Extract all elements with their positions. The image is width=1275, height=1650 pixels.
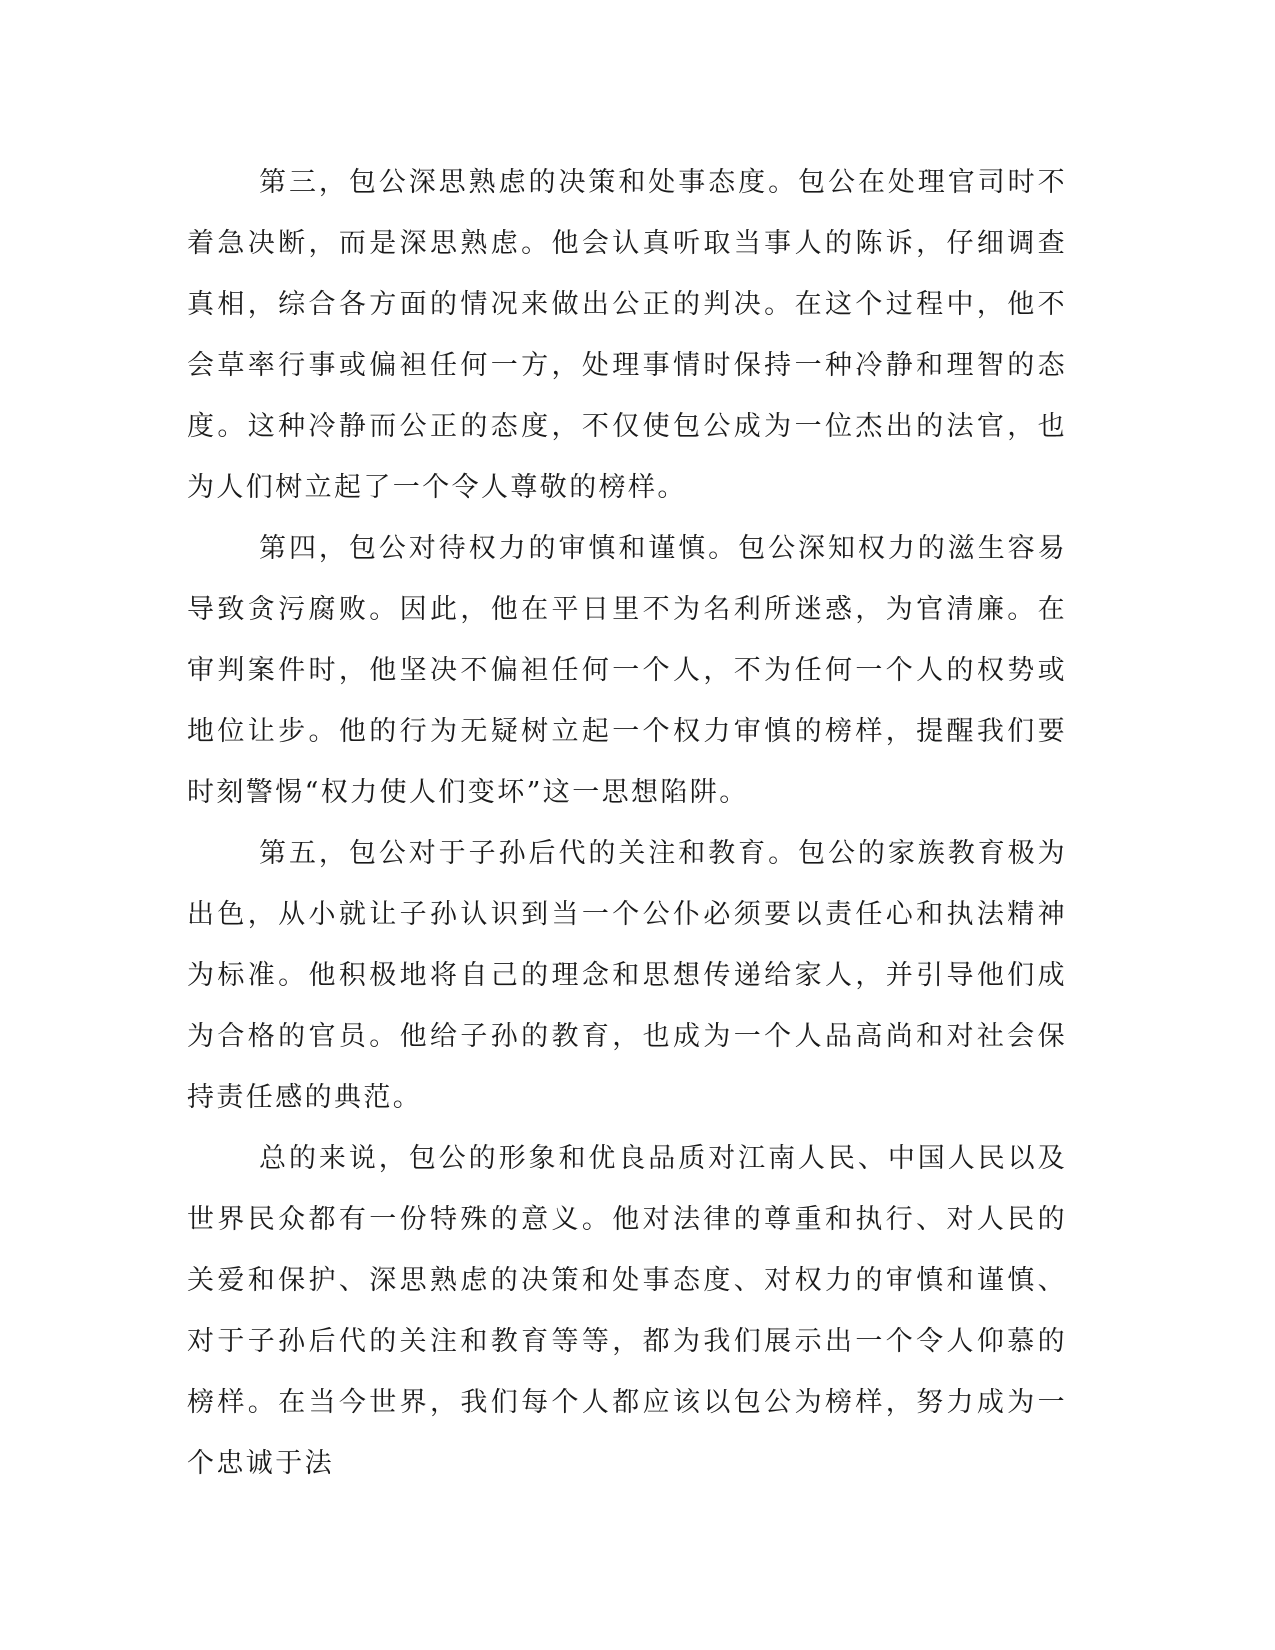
body-text	[187, 152, 1067, 1494]
paragraph-fifth-point: 第五，包公对于子孙后代的关注和教育。包公的家族教育极为出色，从小就让子孙认识到当一个公仆必须要以责任心和执法精神为标准。他积极地将自己的理念和思想传递给家人，并引导他们成为合格的官员。他给子孙的教育，也成为一个人品高尚和对社会保持责任感的典范。	[187, 838, 1067, 1113]
paragraph-fourth-point: 第四，包公对待权力的审慎和谨慎。包公深知权力的滋生容易导致贪污腐败。因此，他在平日里不为名利所迷惑，为官清廉。在审判案件时，他坚决不偏袒任何一个人，不为任何一个人的权势或地位让步。他的行为无疑树立起一个权力审慎的榜样，提醒我们要时刻警惕“权力使人们变坏”这一思想陷阱。	[187, 533, 1067, 808]
paragraph-third-point: 第三，包公深思熟虑的决策和处事态度。包公在处理官司时不着急决断，而是深思熟虑。他会认真听取当事人的陈诉，仔细调查真相，综合各方面的情况来做出公正的判决。在这个过程中，他不会草率行事或偏袒任何一方，处理事情时保持一种冷静和理智的态度。这种冷静而公正的态度，不仅使包公成为一位杰出的法官，也为人们树立起了一个令人尊敬的榜样。	[187, 167, 1067, 503]
paragraph-conclusion: 总的来说，包公的形象和优良品质对江南人民、中国人民以及世界民众都有一份特殊的意义。他对法律的尊重和执行、对人民的关爱和保护、深思熟虑的决策和处事态度、对权力的审慎和谨慎、对于子孙后代的关注和教育等等，都为我们展示出一个令人仰慕的榜样。在当今世界，我们每个人都应该以包公为榜样，努力成为一个忠诚于法	[187, 1143, 1067, 1479]
